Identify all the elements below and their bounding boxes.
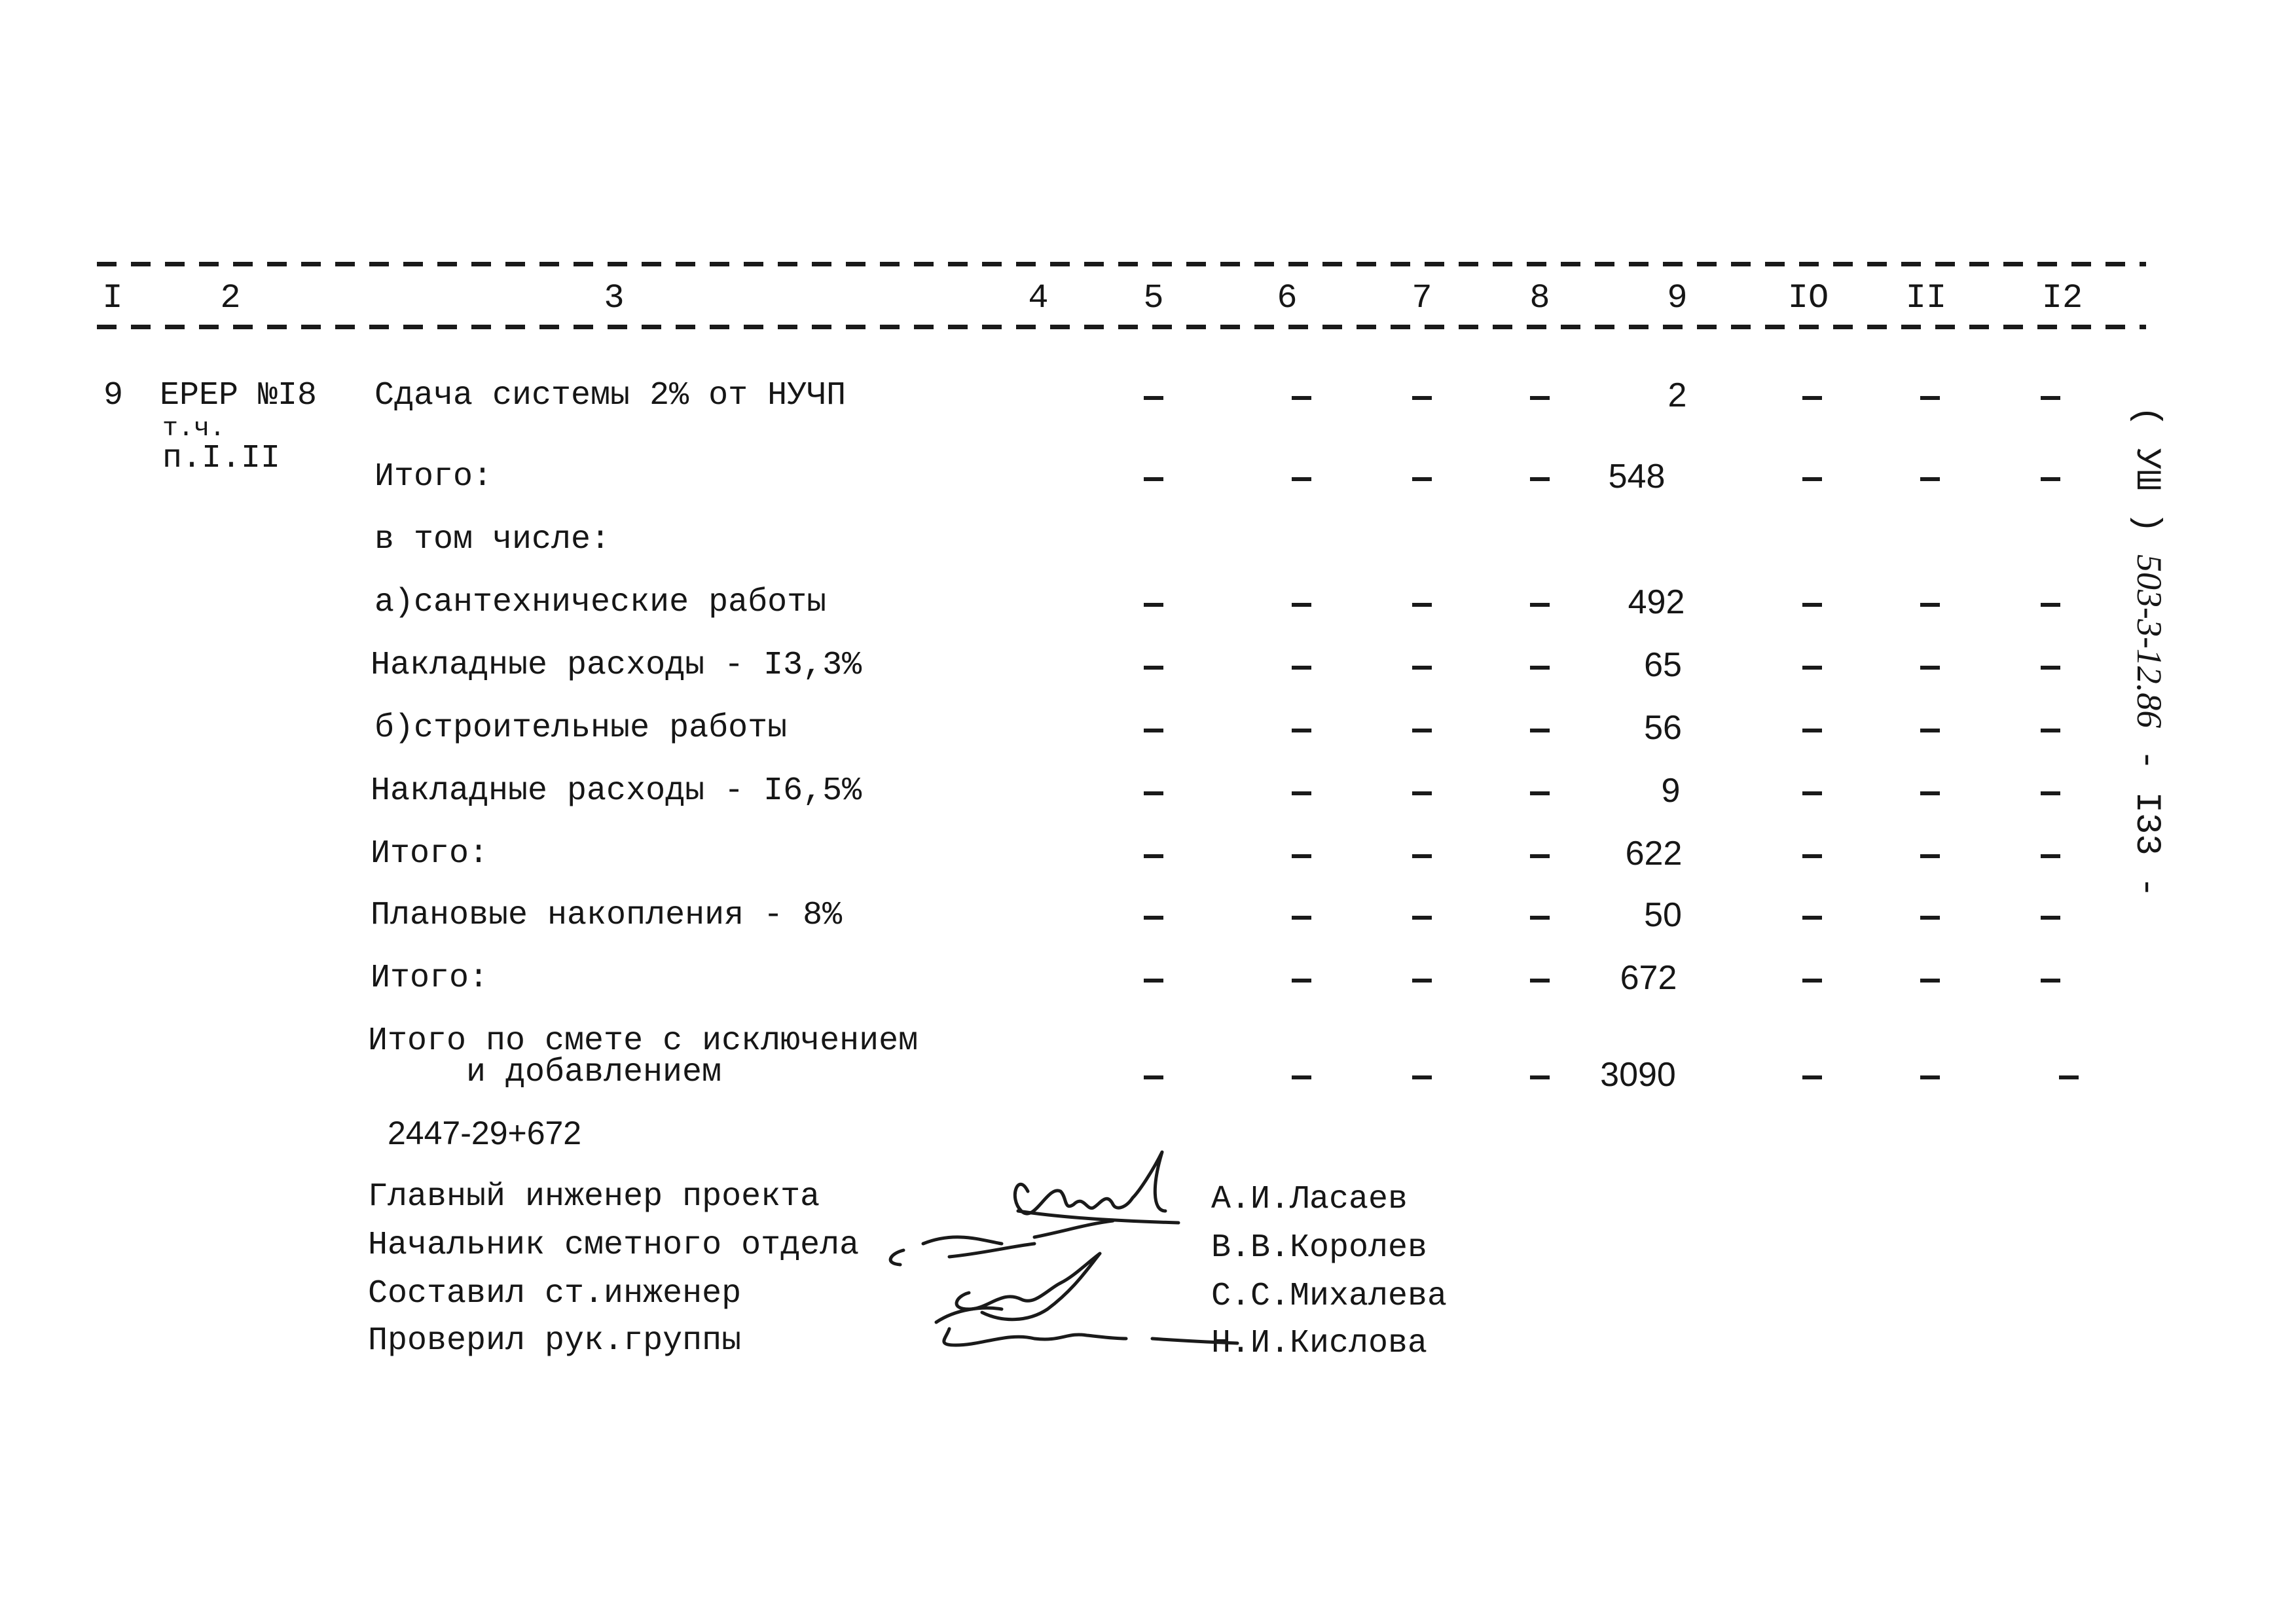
empty-cell-dash [1144, 396, 1163, 400]
item-number: 9 [103, 377, 124, 414]
signature-name: Н.И.Кислова [1211, 1325, 1428, 1362]
empty-cell-dash [1412, 477, 1432, 481]
empty-cell-dash [1144, 854, 1163, 858]
empty-cell-dash [1412, 1075, 1432, 1079]
final-total-value: 3090 [1600, 1056, 1676, 1094]
empty-cell-dash [1920, 1075, 1940, 1079]
col-10-header: IO [1787, 279, 1829, 317]
empty-cell-dash [1920, 979, 1940, 983]
empty-cell-dash [1412, 854, 1432, 858]
empty-cell-dash [1802, 666, 1822, 670]
header-top-rule [97, 262, 2146, 266]
empty-cell-dash [1920, 854, 1940, 858]
empty-cell-dash [1292, 1075, 1311, 1079]
col-12-header: I2 [2041, 279, 2083, 317]
empty-cell-dash [2041, 666, 2060, 670]
empty-cell-dash [1920, 396, 1940, 400]
side-document-stamp [2128, 406, 2167, 898]
row-label: Итого: [374, 458, 493, 496]
empty-cell-dash [2041, 791, 2060, 795]
item-code: ЕРЕР №I8 [160, 377, 318, 414]
row-value: 50 [1644, 896, 1682, 934]
empty-cell-dash [1920, 666, 1940, 670]
empty-cell-dash [1530, 477, 1550, 481]
row-value: 9 [1661, 772, 1681, 810]
empty-cell-dash [1144, 603, 1163, 607]
empty-cell-dash [1292, 854, 1311, 858]
empty-cell-dash [1802, 979, 1822, 983]
empty-cell-dash [1144, 666, 1163, 670]
row-value: 622 [1625, 835, 1683, 873]
empty-cell-dash [1144, 1075, 1163, 1079]
empty-cell-dash [1292, 603, 1311, 607]
final-total-label-cont: и добавлением [466, 1054, 722, 1091]
empty-cell-dash [1412, 729, 1432, 732]
empty-cell-dash [1530, 603, 1550, 607]
handwritten-signature [786, 1113, 1244, 1388]
empty-cell-dash [1292, 791, 1311, 795]
side-stamp-number: 503-3-12.86 [2130, 554, 2169, 729]
row-label: Сдача системы 2% от НУЧП [374, 377, 847, 414]
col-4-header: 4 [1028, 279, 1049, 317]
row-value: 56 [1644, 709, 1682, 747]
signature-name: В.В.Королев [1211, 1229, 1428, 1267]
col-2-header: 2 [220, 279, 241, 317]
empty-cell-dash [1530, 791, 1550, 795]
empty-cell-dash [2059, 1075, 2079, 1079]
empty-cell-dash [1920, 729, 1940, 732]
col-6-header: 6 [1277, 279, 1298, 317]
signature-name: С.С.Михалева [1211, 1278, 1448, 1315]
row-value: 672 [1620, 959, 1677, 997]
empty-cell-dash [1144, 477, 1163, 481]
row-label: а)сантехнические работы [374, 584, 827, 621]
empty-cell-dash [1292, 396, 1311, 400]
empty-cell-dash [1412, 979, 1432, 983]
empty-cell-dash [1412, 666, 1432, 670]
empty-cell-dash [1144, 979, 1163, 983]
empty-cell-dash [2041, 854, 2060, 858]
empty-cell-dash [1802, 477, 1822, 481]
side-stamp-prefix: ( УШ ) [2126, 406, 2166, 533]
empty-cell-dash [1530, 729, 1550, 732]
row-value: 65 [1644, 646, 1682, 684]
row-value: 492 [1628, 583, 1685, 621]
empty-cell-dash [1530, 916, 1550, 920]
empty-cell-dash [1292, 666, 1311, 670]
row-value: 548 [1608, 458, 1666, 496]
empty-cell-dash [1292, 477, 1311, 481]
empty-cell-dash [1920, 916, 1940, 920]
item-code-part: т.ч. [162, 414, 226, 444]
empty-cell-dash [1920, 791, 1940, 795]
col-1-header: I [102, 279, 123, 317]
col-8-header: 8 [1529, 279, 1550, 317]
side-stamp-page: - I33 - [2126, 749, 2166, 898]
signature-role: Начальник сметного отдела [368, 1227, 860, 1264]
empty-cell-dash [2041, 979, 2060, 983]
empty-cell-dash [1530, 666, 1550, 670]
col-7-header: 7 [1412, 279, 1432, 317]
signature-name: А.И.Ласаев [1211, 1181, 1408, 1218]
empty-cell-dash [1412, 396, 1432, 400]
row-label: б)строительные работы [374, 710, 788, 747]
row-label: Плановые накопления - 8% [371, 897, 843, 934]
empty-cell-dash [1530, 854, 1550, 858]
row-value: 2 [1667, 376, 1687, 414]
empty-cell-dash [1292, 916, 1311, 920]
empty-cell-dash [1802, 854, 1822, 858]
header-bottom-rule [97, 325, 2146, 329]
item-code-clause: п.I.II [162, 440, 281, 477]
empty-cell-dash [1292, 729, 1311, 732]
empty-cell-dash [1412, 916, 1432, 920]
signature-role: Главный инженер проекта [368, 1178, 820, 1216]
empty-cell-dash [1530, 1075, 1550, 1079]
col-5-header: 5 [1143, 279, 1164, 317]
empty-cell-dash [2041, 396, 2060, 400]
col-3-header: 3 [604, 279, 625, 317]
empty-cell-dash [1530, 979, 1550, 983]
empty-cell-dash [1802, 396, 1822, 400]
empty-cell-dash [2041, 916, 2060, 920]
empty-cell-dash [1144, 916, 1163, 920]
empty-cell-dash [1920, 477, 1940, 481]
empty-cell-dash [1144, 791, 1163, 795]
col-9-header: 9 [1667, 279, 1688, 317]
signature-role: Составил ст.инженер [368, 1275, 742, 1312]
empty-cell-dash [1920, 603, 1940, 607]
row-label: Итого: [371, 960, 489, 997]
empty-cell-dash [1802, 1075, 1822, 1079]
empty-cell-dash [2041, 729, 2060, 732]
calculation-note: 2447-29+672 [388, 1115, 582, 1151]
empty-cell-dash [1802, 791, 1822, 795]
empty-cell-dash [1802, 916, 1822, 920]
empty-cell-dash [1412, 791, 1432, 795]
row-label: в том числе: [374, 521, 611, 558]
row-label: Накладные расходы - I3,3% [371, 647, 862, 684]
empty-cell-dash [1802, 729, 1822, 732]
row-label: Накладные расходы - I6,5% [371, 772, 862, 810]
empty-cell-dash [1144, 729, 1163, 732]
empty-cell-dash [1802, 603, 1822, 607]
empty-cell-dash [2041, 477, 2060, 481]
row-label: Итого: [371, 835, 489, 873]
signature-role: Проверил рук.группы [368, 1322, 742, 1360]
empty-cell-dash [1292, 979, 1311, 983]
final-total-label: Итого по смете с исключением [368, 1022, 919, 1060]
empty-cell-dash [1412, 603, 1432, 607]
empty-cell-dash [2041, 603, 2060, 607]
empty-cell-dash [1530, 396, 1550, 400]
col-11-header: II [1905, 279, 1947, 317]
